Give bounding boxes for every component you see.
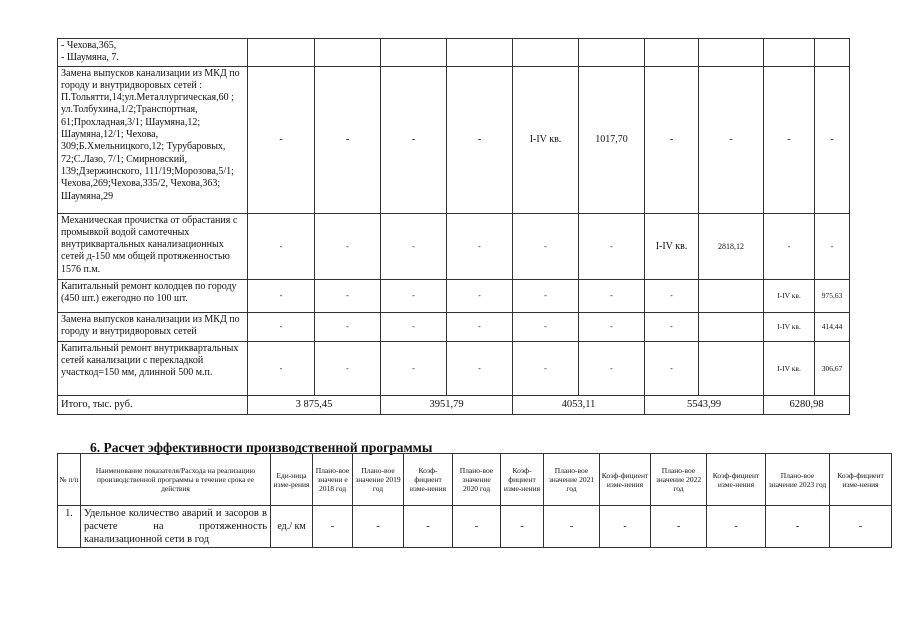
cell: - [381, 66, 447, 213]
unit: ед./ км [271, 506, 313, 548]
total-value: 3 875,45 [248, 395, 381, 414]
cell: - [381, 213, 447, 279]
cell: - [248, 213, 315, 279]
cell: - [501, 506, 544, 548]
cell [447, 39, 513, 67]
column-header: Плано-вое значени е 2018 год [313, 454, 353, 506]
table-row [58, 66, 850, 213]
column-header: Плано-вое значение 2019 год [353, 454, 404, 506]
cell: - [447, 279, 513, 312]
total-value: 3951,79 [381, 395, 513, 414]
cell: - [645, 279, 699, 312]
column-header: Коэф-фициент изме-нения [404, 454, 453, 506]
cell [699, 341, 764, 395]
cell: - [381, 341, 447, 395]
cell: I-IV кв. [645, 213, 699, 279]
column-header: Коэф-фициент изме-нения [501, 454, 544, 506]
cell: - [353, 506, 404, 548]
cell: 975,63 [815, 279, 850, 312]
cell: - [645, 341, 699, 395]
cell: - [315, 341, 381, 395]
column-header: Коэф-фициент изме-нения [830, 454, 892, 506]
cell: - [248, 279, 315, 312]
cell: - [513, 279, 579, 312]
column-header: Плано-вое значение 2020 год [453, 454, 501, 506]
cell: - [815, 66, 850, 213]
column-header: Еди-ница изме-рения [271, 454, 313, 506]
cell [699, 39, 764, 67]
table-row [58, 279, 850, 312]
table-row [58, 39, 850, 67]
cell: - [313, 506, 353, 548]
cell: - [600, 506, 651, 548]
cell: - [248, 66, 315, 213]
cell: I-IV кв. [764, 312, 815, 341]
cell: - [579, 312, 645, 341]
works-table [57, 38, 850, 415]
cell: - [764, 213, 815, 279]
table-row [58, 506, 892, 548]
cell [699, 279, 764, 312]
work-name: Капитальный ремонт колодцев по городу (450 шт.) ежегодно по 100 шт. [58, 279, 248, 312]
total-label: Итого, тыс. руб. [58, 395, 248, 414]
column-header: Плано-вое значение 2021 год [544, 454, 600, 506]
cell: - [645, 66, 699, 213]
column-header: Коэф-фициент изме-нения [600, 454, 651, 506]
cell [381, 39, 447, 67]
cell: - [248, 312, 315, 341]
cell: - [315, 312, 381, 341]
cell: - [645, 312, 699, 341]
work-name: Замена выпусков канализации из МКД по городу и внутридворовых сетей [58, 312, 248, 341]
cell: 2818,12 [699, 213, 764, 279]
cell: - [544, 506, 600, 548]
column-header: Плано-вое значение 2023 год [766, 454, 830, 506]
cell: - [315, 66, 381, 213]
total-value: 6280,98 [764, 395, 850, 414]
efficiency-table [57, 453, 892, 548]
cell: - [404, 506, 453, 548]
cell: - [381, 279, 447, 312]
table-row [58, 213, 850, 279]
total-value: 4053,11 [513, 395, 645, 414]
section-title: 6. Расчет эффективности производственной программы [90, 440, 433, 455]
cell: - [579, 279, 645, 312]
cell [645, 39, 699, 67]
cell: - [651, 506, 707, 548]
work-name: Капитальный ремонт внутриквартальных сетей канализации с перекладкой участкод=150 мм, длинной 500 м.п. [58, 341, 248, 395]
cell: 306,67 [815, 341, 850, 395]
cell: - [447, 341, 513, 395]
cell: 1017,70 [579, 66, 645, 213]
work-name: Механическая прочистка от обрастания с промывкой водой самотечных внутриквартальных канализационных сетей д-150 мм общей протяженностью 1576 п.м. [58, 213, 248, 279]
cell [764, 39, 815, 67]
cell: - [447, 312, 513, 341]
cell [315, 39, 381, 67]
cell: - [381, 312, 447, 341]
cell: - [447, 66, 513, 213]
cell [579, 39, 645, 67]
work-name: - Чехова,365, - Шаумяна, 7. [58, 39, 248, 67]
cell: - [579, 213, 645, 279]
cell [248, 39, 315, 67]
cell: - [513, 341, 579, 395]
cell [513, 39, 579, 67]
cell: - [513, 312, 579, 341]
row-number: 1. [58, 506, 81, 548]
cell: - [830, 506, 892, 548]
total-value: 5543,99 [645, 395, 764, 414]
cell: - [699, 66, 764, 213]
cell: - [513, 213, 579, 279]
column-header: Плано-вое значение 2022 год [651, 454, 707, 506]
indicator-name: Удельное количество аварий и засоров в расчете на протяженность канализационной сети в год [81, 506, 271, 548]
cell: I-IV кв. [764, 341, 815, 395]
work-name: Замена выпусков канализации из МКД по городу и внутридворовых сетей : П.Тольятти,14;ул.Металлургическая,60 ; ул.Толбухина,1/2;Транспортная, 61;Прохладная,3/1; Шаумяна,12; Шаумяна,12/1; Чехова, 309;Б.Хмельницкого,12; Турубаровых, 72;С.Лазо, 7/1; Смирновский, 139;Дзержинского, 111/19;Морозова,5/1; Чехова,269;Чехова,335/2, Чехова,363; Шаумяна,29 [58, 66, 248, 213]
total-row [58, 395, 850, 414]
cell: - [707, 506, 766, 548]
cell: - [453, 506, 501, 548]
cell: I-IV кв. [513, 66, 579, 213]
table-row [58, 312, 850, 341]
cell: - [815, 213, 850, 279]
table-row [58, 341, 850, 395]
column-header: № п/п [58, 454, 81, 506]
cell: - [315, 213, 381, 279]
cell: - [766, 506, 830, 548]
cell: - [447, 213, 513, 279]
cell: - [248, 341, 315, 395]
cell: - [579, 341, 645, 395]
cell: I-IV кв. [764, 279, 815, 312]
column-header: Наименование показателя/Расхода на реализацию производственной программы в течение срока ее действия [81, 454, 271, 506]
header-row [58, 454, 892, 506]
cell: - [315, 279, 381, 312]
column-header: Коэф-фициент изме-нения [707, 454, 766, 506]
cell [699, 312, 764, 341]
cell: - [764, 66, 815, 213]
cell [815, 39, 850, 67]
cell: 414,44 [815, 312, 850, 341]
